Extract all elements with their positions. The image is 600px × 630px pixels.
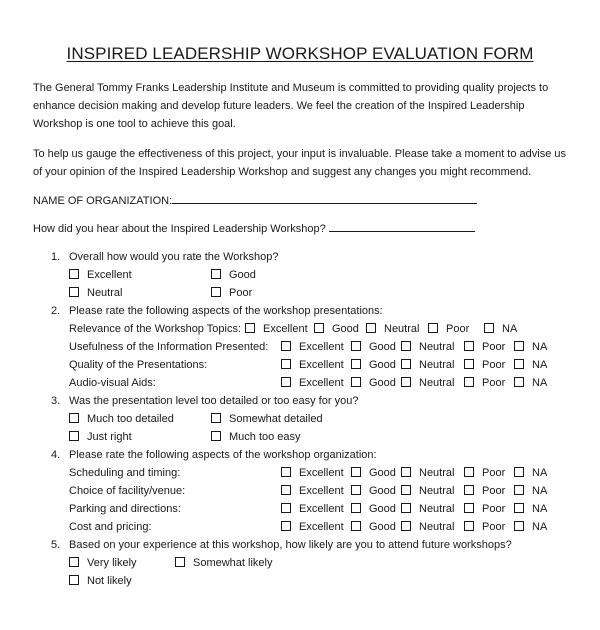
checkbox[interactable] (464, 377, 474, 387)
checkbox[interactable] (401, 467, 411, 477)
question-4-number: 4. (51, 449, 61, 461)
checkbox[interactable] (514, 377, 524, 387)
q4-r1-excellent[interactable]: Excellent (281, 466, 344, 480)
checkbox[interactable] (428, 323, 438, 333)
q2-r3-good[interactable]: Good (351, 358, 396, 372)
checkbox[interactable] (351, 377, 361, 387)
checkbox[interactable] (69, 269, 79, 279)
q1-option-excellent[interactable]: Excellent (69, 268, 132, 282)
q2-row-label: Quality of the Presentations: (69, 359, 208, 371)
checkbox[interactable] (281, 485, 291, 495)
checkbox[interactable] (175, 557, 185, 567)
q2-r2-excellent[interactable]: Excellent (281, 340, 344, 354)
intro-paragraph-2: To help us gauge the effectiveness of this project, your input is invaluable. Please take a moment to advise us of your opinion of the Inspired Leadership Workshop and suggest any changes you might recommend. (33, 148, 567, 178)
q4-r2-na[interactable]: NA (514, 484, 547, 498)
checkbox[interactable] (464, 503, 474, 513)
checkbox[interactable] (211, 413, 221, 423)
checkbox[interactable] (314, 323, 324, 333)
checkbox[interactable] (514, 467, 524, 477)
organization-field (33, 193, 477, 208)
q2-r4-excellent[interactable]: Excellent (281, 376, 344, 390)
question-5-number: 5. (51, 539, 61, 551)
question-1-text: Overall how would you rate the Workshop? (69, 251, 279, 263)
q5-option-not-likely[interactable]: Not likely (69, 574, 132, 588)
checkbox[interactable] (401, 521, 411, 531)
q2-r4-poor[interactable]: Poor (464, 376, 505, 390)
q2-row-label: Relevance of the Workshop Topics: (69, 323, 242, 335)
q4-row-label: Choice of facility/venue: (69, 485, 186, 497)
q2-r2-poor[interactable]: Poor (464, 340, 505, 354)
checkbox[interactable] (351, 341, 361, 351)
q4-r3-na[interactable]: NA (514, 502, 547, 516)
q4-r1-poor[interactable]: Poor (464, 466, 505, 480)
q4-r1-good[interactable]: Good (351, 466, 396, 480)
q4-r1-na[interactable]: NA (514, 466, 547, 480)
q2-r2-na[interactable]: NA (514, 340, 547, 354)
q5-option-somewhat-likely[interactable]: Somewhat likely (175, 556, 272, 570)
form-title: INSPIRED LEADERSHIP WORKSHOP EVALUATION FORM (66, 44, 534, 63)
checkbox[interactable] (464, 467, 474, 477)
question-3-number: 3. (51, 395, 61, 407)
q2-r1-excellent[interactable]: Excellent (245, 322, 308, 336)
checkbox[interactable] (401, 377, 411, 387)
checkbox[interactable] (351, 521, 361, 531)
q4-r3-excellent[interactable]: Excellent (281, 502, 344, 516)
q4-r4-na[interactable]: NA (514, 520, 547, 534)
checkbox[interactable] (351, 467, 361, 477)
question-2-text: Please rate the following aspects of the workshop presentations: (69, 305, 383, 317)
q3-option-much-too-easy[interactable]: Much too easy (211, 430, 301, 444)
q4-r3-poor[interactable]: Poor (464, 502, 505, 516)
q4-r4-excellent[interactable]: Excellent (281, 520, 344, 534)
q2-r4-neutral[interactable]: Neutral (401, 376, 454, 390)
q2-r3-neutral[interactable]: Neutral (401, 358, 454, 372)
hear-about-label: How did you hear about the Inspired Leadership Workshop? (33, 223, 326, 235)
checkbox[interactable] (351, 503, 361, 513)
q2-row-label: Audio-visual Aids: (69, 377, 156, 389)
checkbox[interactable] (401, 485, 411, 495)
checkbox[interactable] (464, 341, 474, 351)
q4-r4-poor[interactable]: Poor (464, 520, 505, 534)
checkbox[interactable] (401, 341, 411, 351)
question-5-text: Based on your experience at this workshop, how likely are you to attend future workshops? (69, 539, 512, 551)
checkbox[interactable] (514, 485, 524, 495)
checkbox[interactable] (464, 521, 474, 531)
checkbox[interactable] (69, 575, 79, 585)
q4-r3-good[interactable]: Good (351, 502, 396, 516)
checkbox[interactable] (484, 323, 494, 333)
q4-row-label: Cost and pricing: (69, 521, 152, 533)
checkbox[interactable] (281, 359, 291, 369)
q4-r3-neutral[interactable]: Neutral (401, 502, 454, 516)
checkbox[interactable] (211, 287, 221, 297)
q4-row-label: Scheduling and timing: (69, 467, 181, 479)
question-2-number: 2. (51, 305, 61, 317)
question-1-number: 1. (51, 251, 61, 263)
q2-r3-na[interactable]: NA (514, 358, 547, 372)
checkbox[interactable] (366, 323, 376, 333)
checkbox[interactable] (69, 287, 79, 297)
q4-r2-poor[interactable]: Poor (464, 484, 505, 498)
intro-paragraph-1: The General Tommy Franks Leadership Institute and Museum is committed to providing quality projects to enhance decision making and develop future leaders. We feel the creation of the Inspired Leadership Workshop is one tool to achieve this goal. (33, 82, 549, 130)
q2-r1-good[interactable]: Good (314, 322, 359, 336)
checkbox[interactable] (211, 431, 221, 441)
q2-r1-poor[interactable]: Poor (428, 322, 469, 336)
q4-r2-neutral[interactable]: Neutral (401, 484, 454, 498)
hear-about-field (33, 221, 475, 236)
q2-r1-neutral[interactable]: Neutral (366, 322, 419, 336)
checkbox[interactable] (514, 503, 524, 513)
organization-input-line[interactable] (172, 193, 477, 204)
q2-r1-na[interactable]: NA (484, 322, 517, 336)
q4-r4-neutral[interactable]: Neutral (401, 520, 454, 534)
q5-option-very-likely[interactable]: Very likely (69, 556, 137, 570)
q4-r2-good[interactable]: Good (351, 484, 396, 498)
checkbox[interactable] (351, 485, 361, 495)
checkbox[interactable] (401, 359, 411, 369)
checkbox[interactable] (69, 557, 79, 567)
checkbox[interactable] (281, 341, 291, 351)
q4-r2-excellent[interactable]: Excellent (281, 484, 344, 498)
checkbox[interactable] (464, 359, 474, 369)
checkbox[interactable] (281, 467, 291, 477)
q1-option-neutral[interactable]: Neutral (69, 286, 122, 300)
q2-row-label: Usefulness of the Information Presented: (69, 341, 269, 353)
checkbox[interactable] (514, 359, 524, 369)
checkbox[interactable] (514, 521, 524, 531)
q4-r4-good[interactable]: Good (351, 520, 396, 534)
q2-r4-good[interactable]: Good (351, 376, 396, 390)
checkbox[interactable] (245, 323, 255, 333)
checkbox[interactable] (69, 431, 79, 441)
q3-option-just-right[interactable]: Just right (69, 430, 132, 444)
q3-option-much-too-detailed[interactable]: Much too detailed (69, 412, 174, 426)
q2-r3-poor[interactable]: Poor (464, 358, 505, 372)
hear-about-input-line[interactable] (329, 221, 475, 232)
q1-option-good[interactable]: Good (211, 268, 256, 282)
checkbox[interactable] (281, 503, 291, 513)
q2-r3-excellent[interactable]: Excellent (281, 358, 344, 372)
q2-r4-na[interactable]: NA (514, 376, 547, 390)
q2-r2-good[interactable]: Good (351, 340, 396, 354)
q4-r1-neutral[interactable]: Neutral (401, 466, 454, 480)
question-4-text: Please rate the following aspects of the workshop organization: (69, 449, 377, 461)
q2-r2-neutral[interactable]: Neutral (401, 340, 454, 354)
organization-label: NAME OF ORGANIZATION: (33, 195, 173, 207)
checkbox[interactable] (464, 485, 474, 495)
q3-option-somewhat-detailed[interactable]: Somewhat detailed (211, 412, 323, 426)
q4-row-label: Parking and directions: (69, 503, 181, 515)
checkbox[interactable] (211, 269, 221, 279)
checkbox[interactable] (351, 359, 361, 369)
checkbox[interactable] (514, 341, 524, 351)
checkbox[interactable] (401, 503, 411, 513)
question-3-text: Was the presentation level too detailed or too easy for you? (69, 395, 359, 407)
checkbox[interactable] (281, 377, 291, 387)
checkbox[interactable] (281, 521, 291, 531)
q1-option-poor[interactable]: Poor (211, 286, 252, 300)
checkbox[interactable] (69, 413, 79, 423)
